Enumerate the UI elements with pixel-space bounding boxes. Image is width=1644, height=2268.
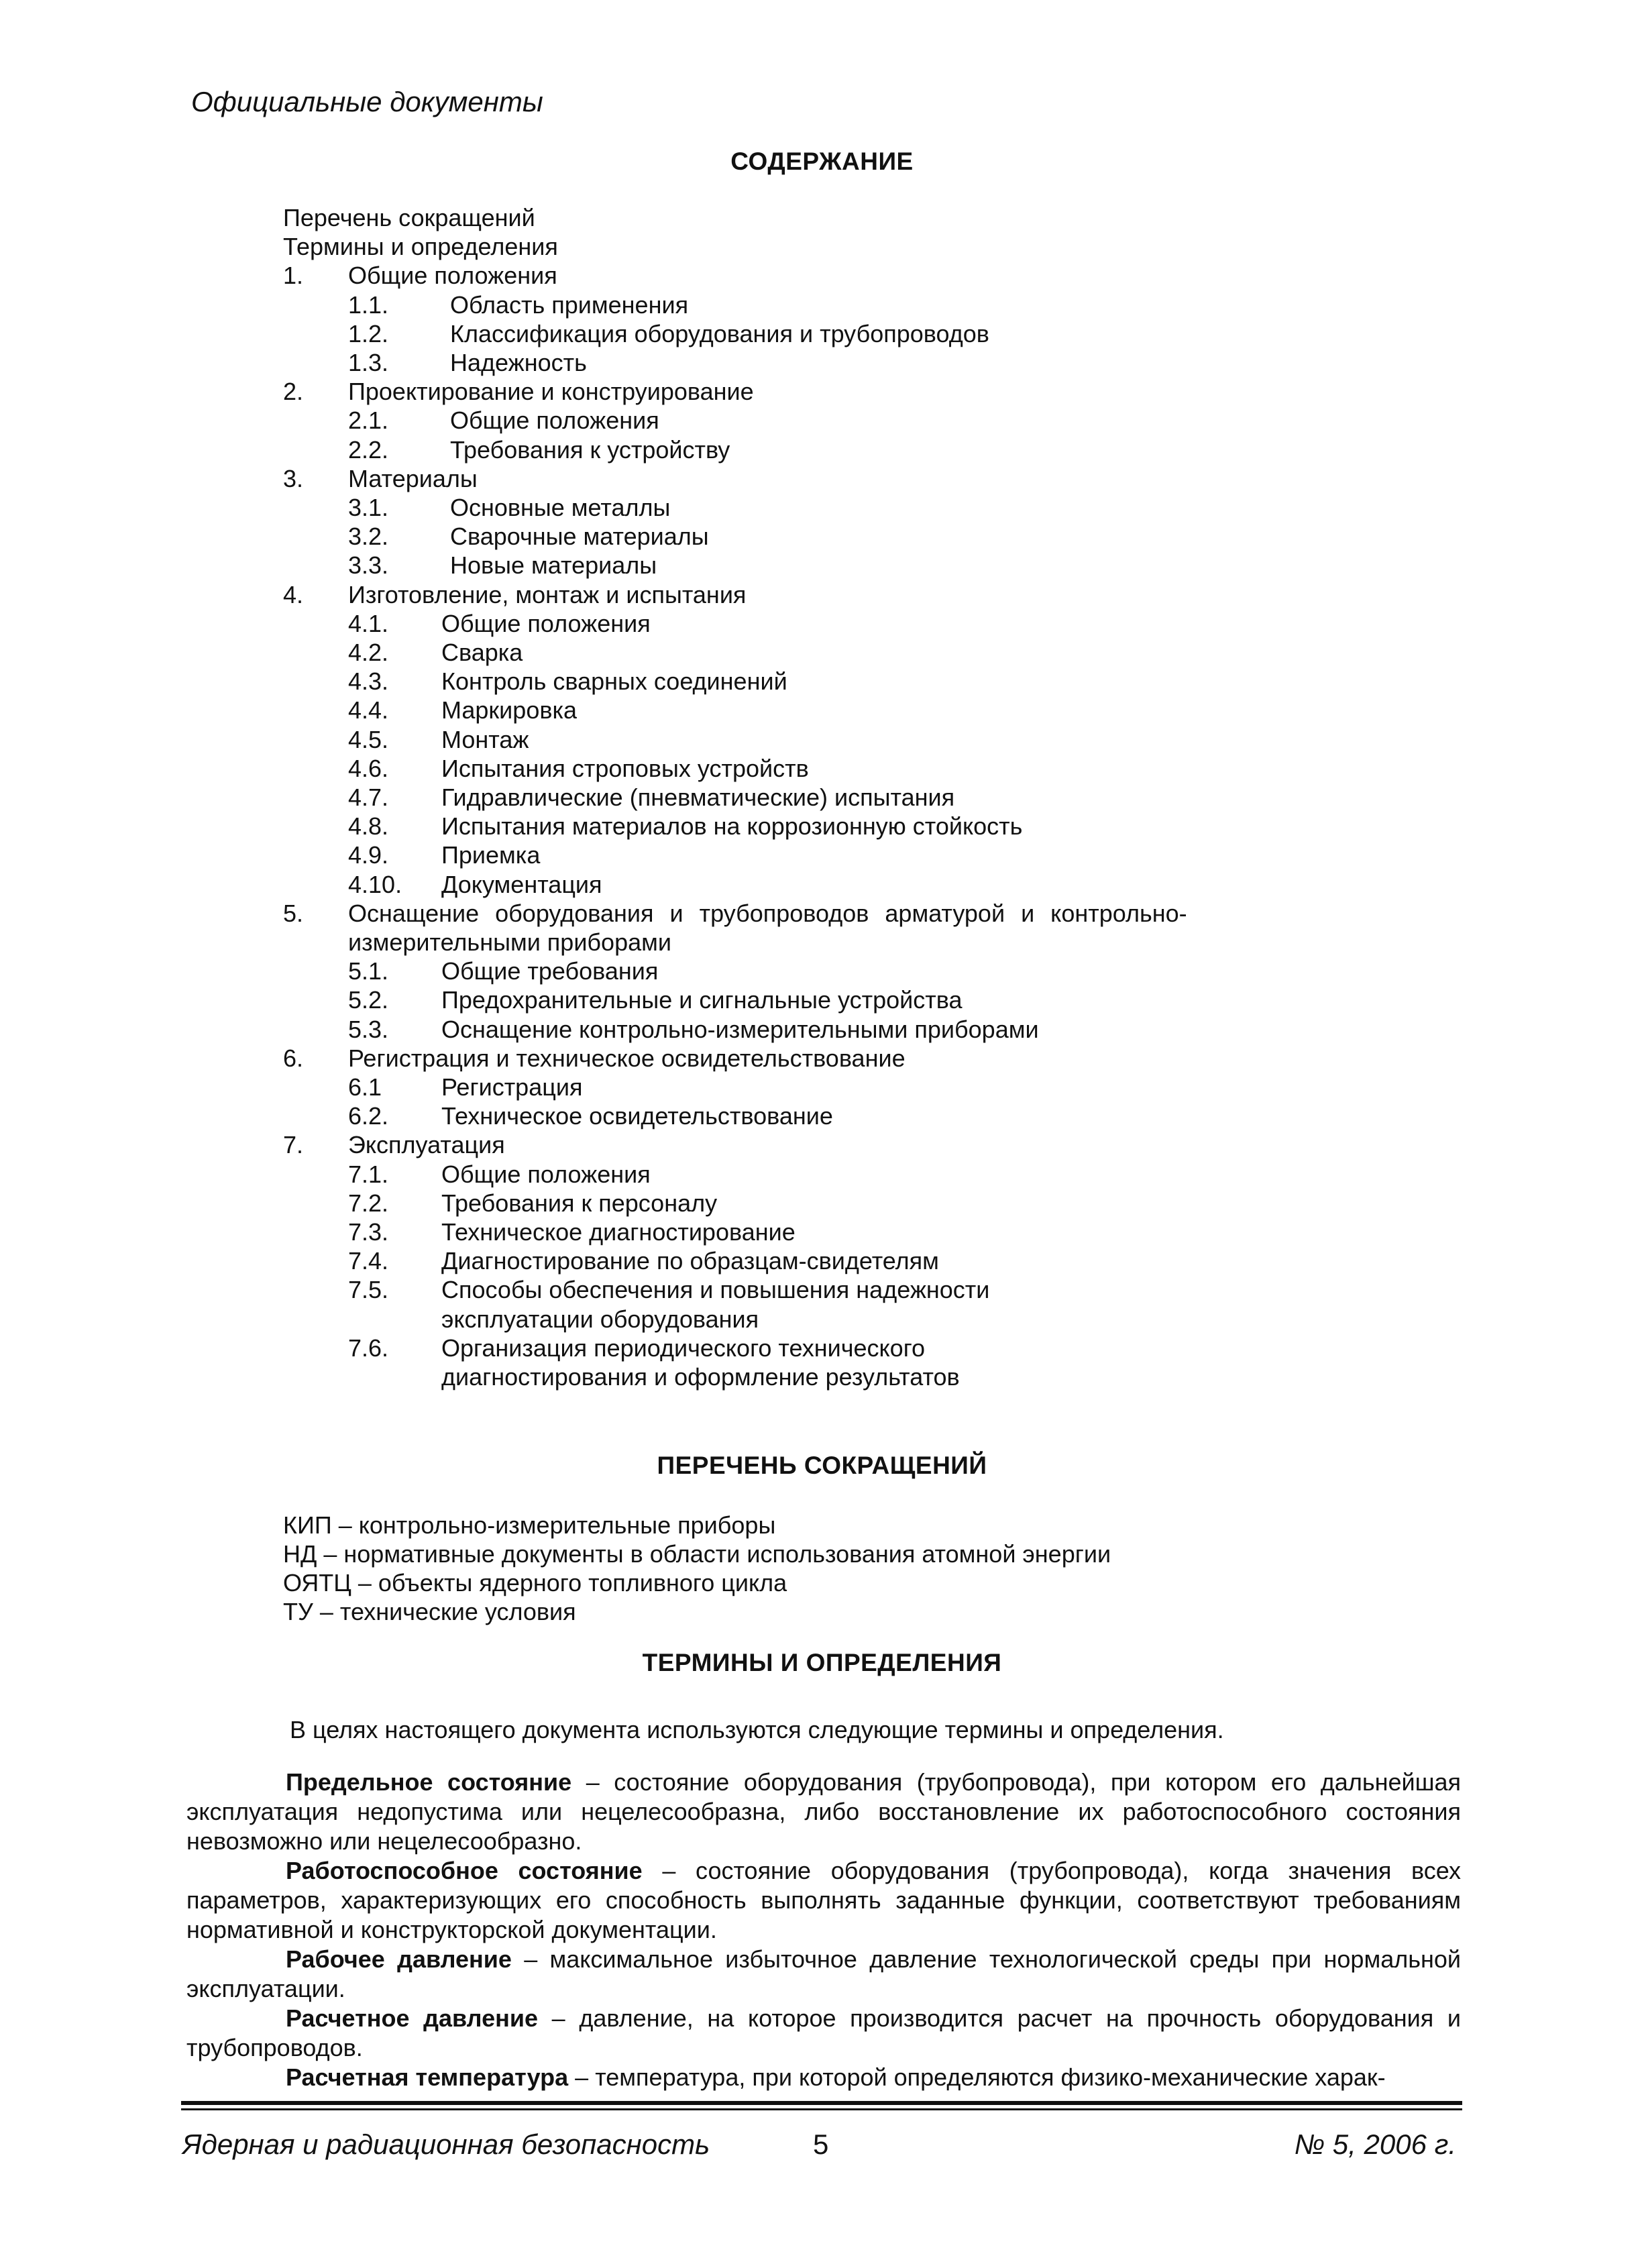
abbreviations-list <box>283 1511 1111 1626</box>
footer-journal-title: Ядерная и радиационная безопасность <box>182 2128 710 2160</box>
term-definition: – максимальное избыточное давление технологической среды при нормальной эксплуатации. <box>186 1945 1461 2002</box>
term-paragraph <box>186 2063 1461 2092</box>
term-name: Расчетная температура <box>286 2063 569 2091</box>
term-name: Расчетное давление <box>286 2004 538 2032</box>
term-name: Рабочее давление <box>286 1945 512 1973</box>
term-definition: – давление, на которое производится расчет на прочность оборудования и трубопроводов. <box>186 2004 1462 2061</box>
toc-heading: СОДЕРЖАНИЕ <box>730 148 914 175</box>
running-header: Официальные документы <box>191 86 543 117</box>
abbreviations-heading: ПЕРЕЧЕНЬ СОКРАЩЕНИЙ <box>657 1452 987 1479</box>
abbreviation-item: КИП – контрольно-измерительные приборы <box>283 1511 776 1539</box>
term-name: Работоспособное состояние <box>286 1857 643 1884</box>
abbreviation-item: ТУ – технические условия <box>283 1598 576 1625</box>
terms-heading: ТЕРМИНЫ И ОПРЕДЕЛЕНИЯ <box>642 1649 1002 1676</box>
footer-rule <box>181 2101 1462 2105</box>
term-paragraph <box>186 1945 1461 2004</box>
page-number: 5 <box>813 2128 829 2160</box>
term-name: Предельное состояние <box>286 1768 572 1796</box>
term-paragraph <box>186 1856 1461 1945</box>
term-definition: – состояние оборудования (трубопровода), при котором его дальнейшая эксплуатация недопустима или нецелесообразна, либо восстановление их работоспособного состояния невозможно или нецелесообразно. <box>186 1768 1461 1855</box>
terms-intro: В целях настоящего документа используются следующие термины и определения. <box>290 1716 1224 1743</box>
footer-issue: № 5, 2006 г. <box>1294 2128 1456 2160</box>
abbreviation-item: НД – нормативные документы в области использования атомной энергии <box>283 1540 1111 1568</box>
abbreviation-item: ОЯТЦ – объекты ядерного топливного цикла <box>283 1569 787 1597</box>
footer-rule <box>181 2108 1462 2110</box>
term-definition: – состояние оборудования (трубопровода), когда значения всех параметров, характеризующих его способность выполнять заданные функции, соответствуют требованиям нормативной и конструкторской документации. <box>186 1857 1461 1943</box>
term-paragraph <box>186 1768 1461 1856</box>
term-paragraph <box>186 2004 1461 2063</box>
terms-definitions <box>186 1768 1461 2092</box>
term-definition: – температура, при которой определяются физико-механические харак- <box>568 2063 1386 2091</box>
